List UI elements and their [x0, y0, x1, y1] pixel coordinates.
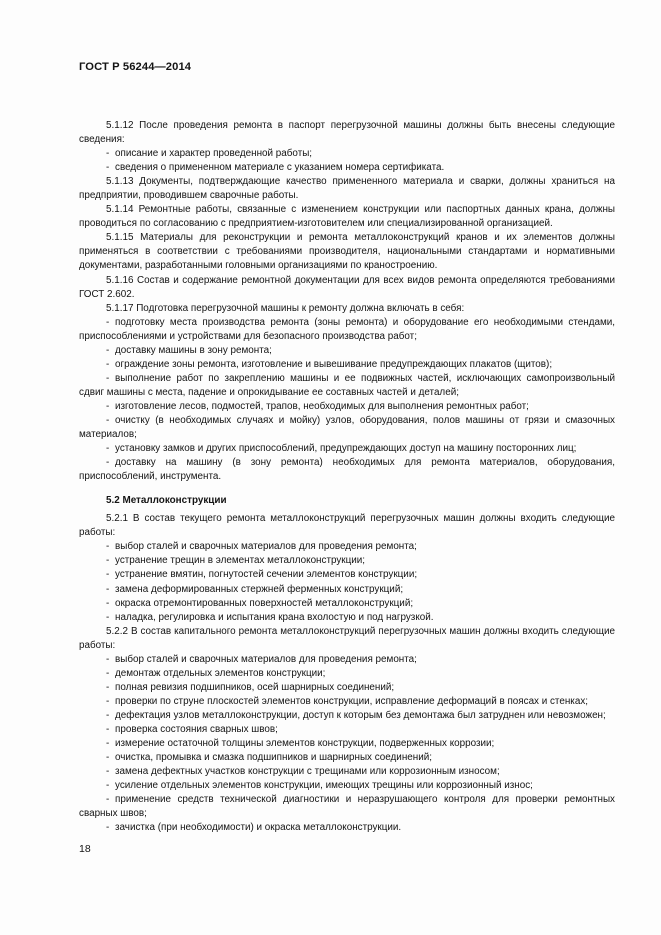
- list-dash: -: [106, 457, 110, 469]
- list-item-text: измерение остаточной толщины элементов конструкции, подверженных коррозии;: [115, 738, 495, 750]
- list-item: [79, 653, 615, 667]
- list-item: [79, 161, 615, 175]
- list-item-text: выполнение работ по закреплению машины и ее подвижных частей, исключающих самопроизвольный сдвиг машины с места, падение и опрокидывание ее составных частей и деталей;: [79, 372, 615, 398]
- list-dash: -: [106, 414, 110, 426]
- list-item-text: наладка, регулировка и испытания крана вхолостую и под нагрузкой.: [115, 611, 434, 623]
- list-item: [79, 540, 615, 554]
- list-dash: -: [106, 569, 110, 581]
- list-dash: -: [106, 667, 110, 679]
- document-header: ГОСТ Р 56244—2014: [79, 61, 192, 73]
- list-dash: -: [106, 752, 110, 764]
- list-dash: -: [106, 443, 110, 455]
- list-item: [79, 737, 615, 751]
- list-item: [79, 400, 615, 414]
- paragraph: 5.2.1 В состав текущего ремонта металлоконструкций перегрузочных машин должны входить следующие работы:: [79, 513, 615, 539]
- list-dash: -: [106, 358, 110, 370]
- page-number: 18: [79, 843, 91, 855]
- paragraph: 5.1.16 Состав и содержание ремонтной документации для всех видов ремонта определяются требованиями ГОСТ 2.602.: [79, 274, 615, 300]
- list-item-text: проверка состояния сварных швов;: [115, 723, 278, 735]
- list-item: [79, 681, 615, 695]
- list-dash: -: [106, 723, 110, 735]
- list-item-text: окраска отремонтированных поверхностей металлоконструкций;: [115, 597, 414, 609]
- list-item: [79, 821, 615, 835]
- list-item: [79, 456, 615, 484]
- list-item: [79, 779, 615, 793]
- list-item-text: устранение трещин в элементах металлоконструкции;: [115, 555, 366, 567]
- list-item: [79, 358, 615, 372]
- list-item-text: доставку на машину (в зону ремонта) необходимых для ремонта материалов, оборудования, приспособлений, инструмента.: [79, 457, 615, 483]
- list-item: [79, 765, 615, 779]
- list-dash: -: [106, 695, 110, 707]
- list-item: [79, 554, 615, 568]
- list-item-text: изготовление лесов, подмостей, трапов, необходимых для выполнения ремонтных работ;: [115, 400, 529, 412]
- list-item: [79, 414, 615, 442]
- list-item-text: описание и характер проведенной работы;: [115, 148, 313, 160]
- list-item-text: установку замков и других приспособлений, предупреждающих доступ на машину посторонних лиц;: [115, 443, 577, 455]
- list-item: [79, 442, 615, 456]
- list-item: [79, 695, 615, 709]
- list-item-text: доставку машины в зону ремонта;: [115, 344, 272, 356]
- list-dash: -: [106, 344, 110, 356]
- list-dash: -: [106, 780, 110, 792]
- list-dash: -: [106, 316, 110, 328]
- list-dash: -: [106, 766, 110, 778]
- list-item-text: дефектация узлов металлоконструкции, доступ к которым без демонтажа был затруднен или невозможен;: [115, 709, 606, 721]
- list-item-text: замена деформированных стержней ферменных конструкций;: [115, 583, 404, 595]
- list-dash: -: [106, 162, 110, 174]
- list-dash: -: [106, 709, 110, 721]
- list-dash: -: [106, 738, 110, 750]
- list-item: [79, 667, 615, 681]
- list-item-text: демонтаж отдельных элементов конструкции;: [115, 667, 326, 679]
- list-dash: -: [106, 372, 110, 384]
- list-dash: -: [106, 555, 110, 567]
- paragraph: 5.2.2 В состав капитального ремонта металлоконструкций перегрузочных машин должны входить следующие работы:: [79, 625, 615, 651]
- list-dash: -: [106, 583, 110, 595]
- list-dash: -: [106, 653, 110, 665]
- list-item-text: подготовку места производства ремонта (зоны ремонта) и оборудование его необходимыми стендами, приспособлениями и устройствами для безопасного производства работ;: [79, 316, 615, 342]
- list-item: [79, 793, 615, 821]
- list-item-text: выбор сталей и сварочных материалов для проведения ремонта;: [115, 653, 417, 665]
- list-item: [79, 723, 615, 737]
- list-item: [79, 751, 615, 765]
- list-dash: -: [106, 822, 110, 834]
- list-item-text: зачистка (при необходимости) и окраска металлоконструкции.: [115, 822, 402, 834]
- list-item-text: применение средств технической диагностики и неразрушающего контроля для проверки ремонтных сварных швов;: [79, 794, 615, 820]
- paragraph: 5.1.15 Материалы для реконструкции и ремонта металлоконструкций кранов и их элементов должны применяться в соответствии с требованиями производителя, национальными стандартами и нормативными документами, разработанными головными организациями по краностроению.: [79, 232, 615, 272]
- paragraph: 5.1.12 После проведения ремонта в паспорт перегрузочной машины должны быть внесены следующие сведения:: [79, 120, 615, 146]
- list-item: [79, 316, 615, 344]
- list-item: [79, 597, 615, 611]
- list-item-text: полная ревизия подшипников, осей шарнирных соединений;: [115, 681, 395, 693]
- list-item: [79, 147, 615, 161]
- list-item: [79, 611, 615, 625]
- list-item: [79, 709, 615, 723]
- list-dash: -: [106, 681, 110, 693]
- list-item-text: выбор сталей и сварочных материалов для проведения ремонта;: [115, 541, 417, 553]
- list-item: [79, 372, 615, 400]
- list-dash: -: [106, 400, 110, 412]
- list-item: [79, 583, 615, 597]
- list-item-text: ограждение зоны ремонта, изготовление и вывешивание предупреждающих плакатов (щитов);: [115, 358, 553, 370]
- paragraph: 5.1.14 Ремонтные работы, связанные с изменением конструкции или паспортных данных крана, должны проводиться по согласованию с предприятием-изготовителем или специализированной организацией.: [79, 204, 615, 230]
- list-dash: -: [106, 611, 110, 623]
- list-dash: -: [106, 148, 110, 160]
- list-dash: -: [106, 541, 110, 553]
- list-item-text: сведения о примененном материале с указанием номера сертификата.: [115, 162, 445, 174]
- list-item-text: проверки по струне плоскостей элементов конструкции, исправление деформаций в поясах и стенках;: [115, 695, 589, 707]
- list-item-text: очистка, промывка и смазка подшипников и шарнирных соединений;: [115, 752, 432, 764]
- list-item-text: устранение вмятин, погнутостей сечении элементов конструкции;: [115, 569, 418, 581]
- section-heading: 5.2 Металлоконструкции: [106, 495, 227, 507]
- list-item-text: очистку (в необходимых случаях и мойку) узлов, оборудования, полов машины от грязи и смазочных материалов;: [79, 414, 615, 441]
- paragraph: 5.1.17 Подготовка перегрузочной машины к ремонту должна включать в себя:: [106, 302, 465, 314]
- paragraph: 5.1.13 Документы, подтверждающие качество примененного материала и сварки, должны храниться на предприятии, проводившем сварочные работы.: [79, 176, 615, 202]
- list-item: [79, 568, 615, 582]
- list-dash: -: [106, 597, 110, 609]
- document-body: [79, 119, 615, 835]
- list-item-text: замена дефектных участков конструкции с трещинами или коррозионным износом;: [115, 766, 500, 778]
- list-item-text: усиление отдельных элементов конструкции, имеющих трещины или коррозионный износ;: [115, 780, 533, 792]
- list-item: [79, 344, 615, 358]
- list-dash: -: [106, 794, 110, 806]
